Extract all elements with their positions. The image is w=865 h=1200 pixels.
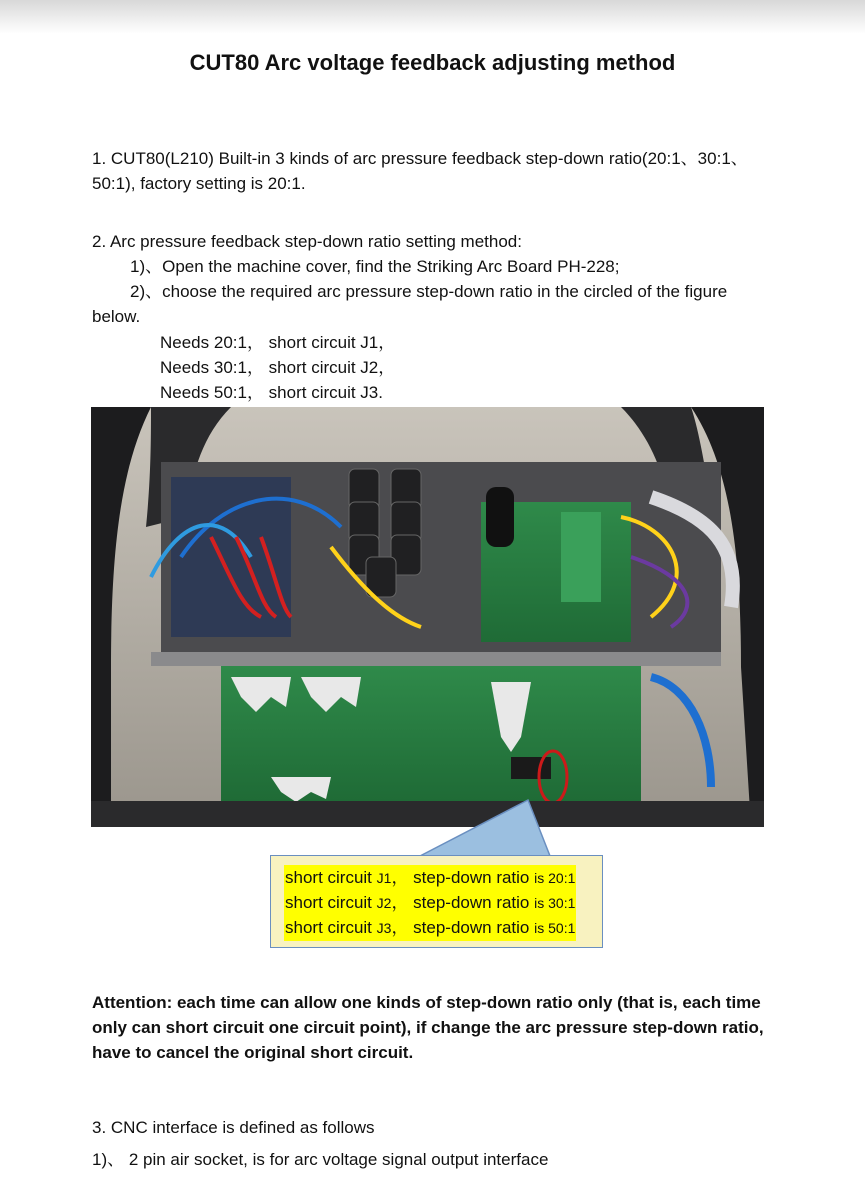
- ratio-callout: [270, 855, 603, 948]
- callout-pointer: [400, 800, 560, 860]
- needs-j3: Needs 50:1， short circuit J3.: [160, 383, 383, 402]
- callout-line-j1: short circuit J1， step-down ratio is 20:1: [284, 865, 576, 891]
- section1-line1: 1. CUT80(L210) Built-in 3 kinds of arc pressure feedback step-down ratio(20:1、30:1、: [92, 149, 748, 168]
- attention-line3: have to cancel the original short circuit.: [92, 1043, 414, 1062]
- section3-item1: 1)、 2 pin air socket, is for arc voltage signal output interface: [92, 1150, 549, 1169]
- page-title: CUT80 Arc voltage feedback adjusting method: [189, 50, 676, 75]
- callout-line-j2: short circuit J2， step-down ratio is 30:1: [284, 890, 576, 916]
- attention-note: [92, 990, 782, 1065]
- top-shadow: [0, 0, 865, 34]
- section2-heading: 2. Arc pressure feedback step-down ratio setting method:: [92, 232, 522, 251]
- callout-line-j3: short circuit J3， step-down ratio is 50:1: [284, 915, 576, 941]
- attention-line2: only can short circuit one circuit point), if change the arc pressure step-down ratio,: [92, 1018, 764, 1037]
- section2-step1: 1)、Open the machine cover, find the Striking Arc Board PH-228;: [130, 257, 620, 276]
- section2-step2-cont: below.: [92, 307, 141, 326]
- section2-step2: 2)、choose the required arc pressure step-down ratio in the circled of the figure: [130, 282, 728, 301]
- needs-j2: Needs 30:1， short circuit J2，: [160, 358, 396, 377]
- section3-heading: 3. CNC interface is defined as follows: [92, 1118, 375, 1137]
- machine-photo: [91, 407, 764, 827]
- needs-j1: Needs 20:1， short circuit J1，: [160, 333, 396, 352]
- section1-line2: 50:1), factory setting is 20:1.: [92, 174, 306, 193]
- attention-line1: Attention: each time can allow one kinds of step-down ratio only (that is, each time: [92, 993, 761, 1012]
